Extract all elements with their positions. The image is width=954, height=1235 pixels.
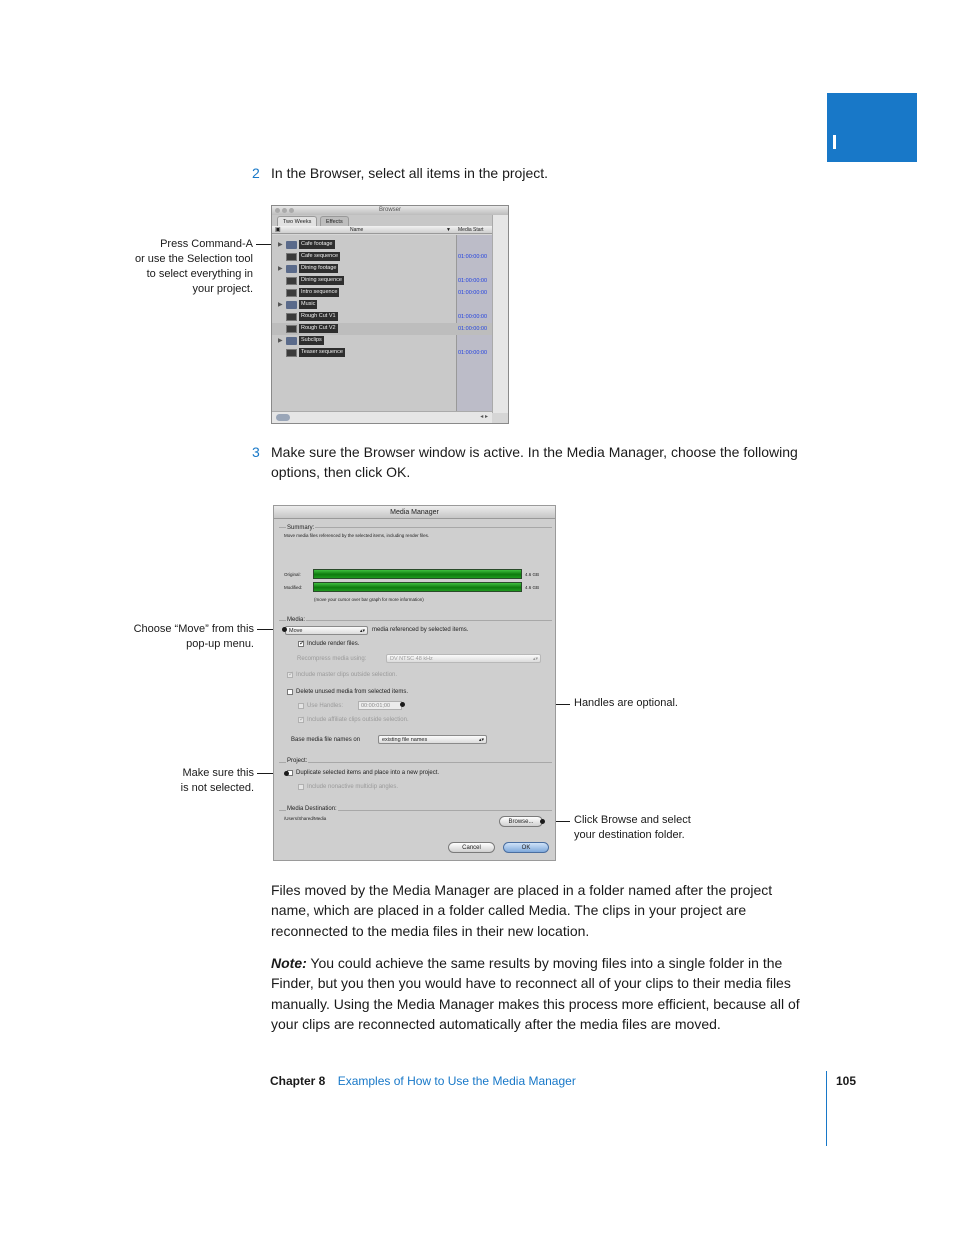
sort-arrow-icon: ▼	[446, 227, 451, 233]
item-label: Subclips	[301, 337, 322, 343]
item-label: Intro sequence	[301, 289, 338, 295]
delete-unused-label: Delete unused media from selected items.	[296, 689, 409, 695]
item-media-start: 01:00:00:00	[458, 350, 488, 356]
item-media-start: 01:00:00:00	[458, 278, 488, 284]
browser-column-header	[272, 226, 508, 234]
original-size: 4.6 GB	[525, 572, 540, 577]
callout-dot	[284, 771, 289, 776]
sequence-icon	[286, 253, 297, 261]
popup-value: Move	[289, 628, 303, 634]
callout-line: or use the Selection tool	[134, 253, 253, 265]
callout-line: your project.	[192, 283, 253, 295]
modified-size-bar[interactable]	[313, 582, 522, 592]
delete-unused-checkbox[interactable]	[287, 689, 293, 695]
footer-divider	[826, 1071, 827, 1146]
recompress-label: Recompress media using:	[297, 656, 367, 662]
callout-browse	[574, 813, 774, 843]
callout-line: Make sure this	[182, 767, 254, 779]
chapter-tab-mark	[833, 135, 836, 149]
browser-item[interactable]	[272, 239, 492, 251]
tab-effects[interactable]: Effects	[320, 216, 349, 226]
tab-two-weeks[interactable]: Two Weeks	[277, 216, 317, 226]
browser-titlebar	[272, 206, 508, 215]
item-label: Cafe footage	[301, 241, 333, 247]
zoom-button[interactable]	[289, 208, 294, 213]
note-label: Note:	[271, 955, 307, 971]
scroll-arrows-icon[interactable]: ◂ ▸	[480, 414, 488, 420]
browser-item[interactable]	[272, 299, 492, 311]
sequence-icon	[286, 313, 297, 321]
folder-icon	[286, 241, 297, 249]
chapter-label: Chapter 8	[270, 1074, 326, 1088]
graph-hint: (move your cursor over bar graph for more information)	[314, 597, 424, 602]
scroll-thumb[interactable]	[276, 414, 290, 421]
include-nonactive-checkbox[interactable]	[298, 784, 304, 790]
step-number: 2	[252, 165, 260, 181]
include-render-checkbox[interactable]	[298, 641, 304, 647]
recompress-popup[interactable]	[386, 654, 541, 663]
item-label: Rough Cut V2	[301, 325, 336, 331]
callout-handles	[574, 696, 774, 711]
popup-arrows-icon: ▴▾	[532, 656, 538, 662]
folder-icon	[286, 265, 297, 273]
paragraph-note	[271, 953, 831, 1034]
media-action-suffix: media referenced by selected items.	[372, 627, 469, 633]
paragraph-files-moved	[271, 880, 831, 941]
text-line: reconnected to the media files in their new location.	[271, 922, 590, 939]
handles-field[interactable]: 00:00:01;00	[358, 701, 402, 710]
browser-item[interactable]	[272, 251, 492, 263]
item-label: Rough Cut V1	[301, 313, 336, 319]
callout-dot	[400, 702, 405, 707]
chapter-tab	[827, 93, 917, 162]
callout-line: Press Command-A	[160, 238, 253, 250]
chapter-title[interactable]: Examples of How to Use the Media Manager	[337, 1074, 576, 1088]
callout-line: is not selected.	[180, 782, 254, 794]
item-label: Music	[301, 301, 316, 307]
browser-window	[271, 205, 509, 424]
callout-line: Handles are optional.	[574, 697, 678, 709]
item-media-start: 01:00:00:00	[458, 326, 488, 332]
dialog-title: Media Manager	[274, 506, 555, 519]
step-text: In the Browser, select all items in the project.	[271, 165, 549, 181]
project-label: Project:	[287, 758, 308, 764]
folder-icon	[286, 337, 297, 345]
popup-arrows-icon: ▴▾	[478, 737, 484, 743]
horizontal-scrollbar[interactable]	[272, 411, 492, 423]
original-label: Original:	[284, 572, 301, 577]
text-line	[271, 953, 831, 973]
summary-text: Move media files referenced by the selected items, including render files.	[284, 533, 430, 538]
sequence-icon	[286, 289, 297, 297]
item-media-start: 01:00:00:00	[458, 314, 488, 320]
destination-path: /Users/Shared/Media	[284, 816, 327, 821]
include-render-label: Include render files.	[307, 641, 360, 647]
browser-title: Browser	[378, 207, 401, 213]
page-number: 105	[836, 1074, 857, 1088]
destination-label: Media Destination:	[287, 806, 337, 812]
item-label: Cafe sequence	[301, 253, 338, 259]
folder-icon	[286, 301, 297, 309]
callout-line: Choose “Move” from this	[133, 623, 254, 635]
include-nonactive-label: Include nonactive multiclip angles.	[307, 784, 399, 790]
disclosure-triangle-icon[interactable]: ▶	[278, 338, 283, 344]
media-label: Media:	[287, 617, 306, 623]
base-names-label: Base media file names on	[291, 737, 361, 743]
original-size-bar[interactable]	[313, 569, 522, 579]
base-names-popup[interactable]	[378, 735, 487, 744]
include-affiliate-checkbox[interactable]	[298, 717, 304, 723]
use-handles-label: Use Handles:	[307, 703, 344, 709]
browser-item[interactable]	[272, 263, 492, 275]
item-label: Teaser sequence	[301, 349, 343, 355]
note-text: You could achieve the same results by moving files into a single folder in the	[310, 955, 783, 971]
text-line: manually. Using the Media Manager makes this process more efficient, because all of	[271, 995, 800, 1012]
disclosure-triangle-icon[interactable]: ▶	[278, 302, 283, 308]
modified-label: Modified:	[284, 585, 303, 590]
browser-tabs	[272, 215, 508, 226]
text-line: Finder, but you then you would have to reconnect all of your clips to their media files	[271, 975, 791, 992]
vertical-scrollbar[interactable]	[492, 215, 508, 413]
include-master-label: Include master clips outside selection.	[296, 672, 398, 678]
chapter-footer	[270, 1073, 576, 1089]
text-line: Files moved by the Media Manager are placed in a folder named after the project	[271, 882, 773, 898]
browser-item[interactable]	[272, 323, 492, 335]
folder-icon: ▣	[275, 227, 281, 233]
disclosure-triangle-icon[interactable]: ▶	[278, 266, 283, 272]
item-media-start: 01:00:00:00	[458, 290, 488, 296]
callout-not-selected	[100, 766, 254, 796]
callout-choose-move	[100, 622, 254, 652]
browser-item[interactable]	[272, 287, 492, 299]
use-handles-checkbox[interactable]	[298, 703, 304, 709]
column-name[interactable]: Name	[350, 227, 364, 233]
step-number: 3	[252, 444, 260, 460]
media-action-popup[interactable]	[285, 626, 368, 635]
callout-dot	[282, 627, 287, 632]
text-line: your clips are reconnected automatically after the media files are moved.	[271, 1015, 721, 1032]
cancel-button[interactable]: Cancel	[448, 842, 495, 853]
sequence-icon	[286, 277, 297, 285]
media-manager-dialog	[273, 505, 556, 861]
modified-size: 4.6 GB	[525, 585, 540, 590]
step-text: Make sure the Browser window is active. In the Media Manager, choose the following options, then click OK.	[271, 444, 798, 480]
callout-line: pop-up menu.	[186, 638, 254, 650]
minimize-button[interactable]	[282, 208, 287, 213]
browse-button[interactable]: Browse...	[499, 816, 543, 827]
include-master-checkbox[interactable]	[287, 672, 293, 678]
include-affiliate-label: Include affiliate clips outside selection.	[307, 717, 409, 723]
step-2	[252, 163, 811, 183]
popup-value: DV NTSC 48 kHz	[390, 656, 433, 662]
callout-dot	[540, 819, 545, 824]
browser-item[interactable]	[272, 347, 492, 359]
text-line: name, which are placed in a folder called Media. The clips in your project are	[271, 902, 747, 919]
column-media-start[interactable]: Media Start	[458, 227, 484, 233]
callout-select-all	[100, 237, 253, 297]
popup-value: existing file names	[382, 737, 428, 743]
item-label: Dining sequence	[301, 277, 342, 283]
summary-label: Summary:	[287, 525, 315, 531]
ok-button[interactable]: OK	[503, 842, 549, 853]
close-button[interactable]	[275, 208, 280, 213]
step-3	[252, 442, 831, 482]
popup-arrows-icon: ▴▾	[359, 628, 365, 634]
browser-item[interactable]	[272, 311, 492, 323]
item-media-start: 01:00:00:00	[458, 254, 488, 260]
browser-item[interactable]	[272, 275, 492, 287]
callout-line: Click Browse and select	[574, 814, 691, 826]
sequence-icon	[286, 325, 297, 333]
callout-line: to select everything in	[146, 268, 253, 280]
browser-item[interactable]	[272, 335, 492, 347]
sequence-icon	[286, 349, 297, 357]
callout-line: your destination folder.	[574, 829, 685, 841]
project-group	[279, 762, 552, 799]
duplicate-items-label: Duplicate selected items and place into a new project.	[296, 770, 440, 776]
item-label: Dining footage	[301, 265, 337, 271]
disclosure-triangle-icon[interactable]: ▶	[278, 242, 283, 248]
